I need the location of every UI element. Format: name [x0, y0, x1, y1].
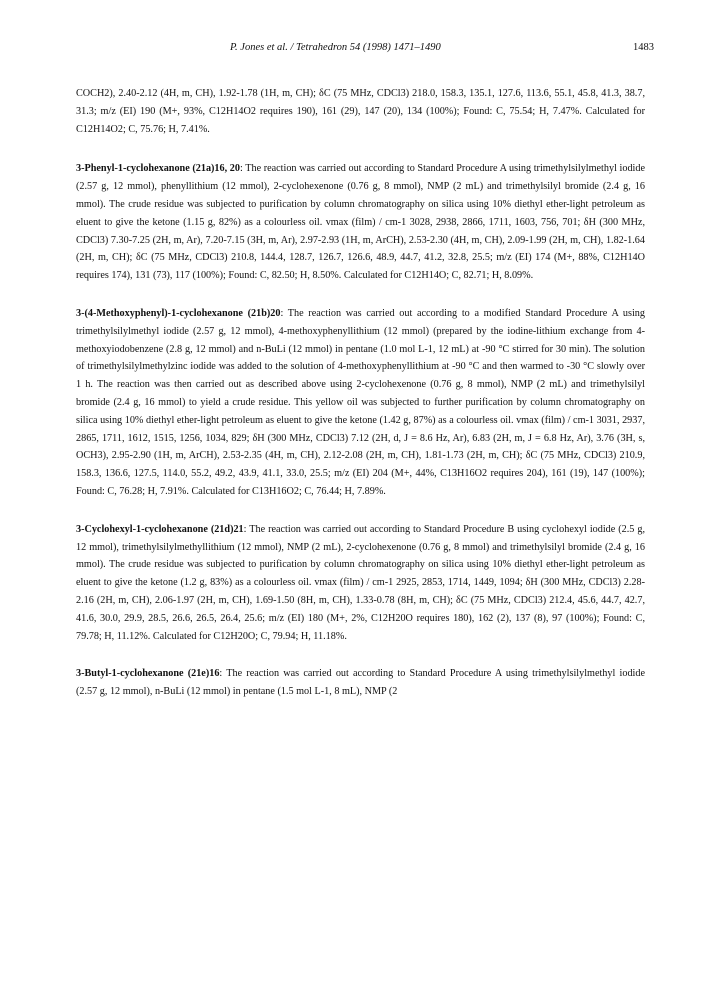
paragraph-text: : The reaction was carried out according to Standard Procedure A using trimethylsilylmethyl iodide (2.57 g, 12 mmol), n-BuLi (12 mmol) in pentane (1.5 mol L-1, 8 mL), NMP (2	[76, 668, 645, 698]
compound-title: 3-Phenyl-1-cyclohexanone (21a)16, 20	[76, 163, 240, 175]
paragraph-text: : The reaction was carried out according to a modified Standard Procedure A using trimethylsilylmethyl iodide (2.57 g, 12 mmol), 4-methoxyphenyllithium (12 mmol) (prepared by the iodine-lithium exchange from 4-methoxyiodobenzene (2.8 g, 12 mmol) and n-BuLi (12 mmol) in pentane (1.0 mol L-1, 12 mL) at -90 °C stirred for 30 min). The solution of trimethylsilylmethylzinc iodide was added to the solution of 4-methoxyphenyllithium at -90 °C and then warmed to -30 °C slowly over 1 h. The reaction was then carried out as described above using 2-cyclohexenone (0.76 g, 8 mmol), NMP (2 mL) and trimethylsilyl bromide (2.4 g, 16 mmol) to yield a crude residue. This yellow oil was subjected to further purification by column chromatography on silica using 10% diethyl ether-light petroleum as eluent to give the ketone (1.42 g, 87%) as a colourless oil. vmax (film) / cm-1 3031, 2937, 2865, 1711, 1612, 1515, 1256, 1034, 829; δH (300 MHz, CDCl3) 7.12 (2H, d, J = 8.6 Hz, Ar), 6.83 (2H, m, J = 6.8 Hz, Ar), 3.76 (3H, s, OCH3), 2.95-2.90 (1H, m, ArCH), 2.53-2.35 (4H, m, CH), 2.12-2.08 (2H, m, CH), 1.81-1.73 (2H, m, CH); δC (75 MHz, CDCl3) 210.9, 158.3, 136.6, 127.5, 114.0, 55.2, 49.2, 43.9, 41.1, 33.0, 25.5; m/z (EI) 204 (M+, 44%, C13H16O2 requires 204), 161 (19), 147 (100%); Found: C, 76.28; H, 7.91%. Calculated for C13H16O2; C, 76.44; H, 7.89%.	[76, 307, 645, 497]
running-head: P. Jones et al. / Tetrahedron 54 (1998) 1471–1490	[230, 42, 441, 53]
compound-title: 3-Cyclohexyl-1-cyclohexanone (21d)21	[76, 523, 244, 535]
paragraph-compound-21e	[76, 665, 645, 701]
paragraph-compound-21d	[76, 521, 645, 646]
article-body	[76, 85, 645, 721]
compound-title: 3-(4-Methoxyphenyl)-1-cyclohexanone (21b)20	[76, 307, 281, 319]
paragraph-text: : The reaction was carried out according to Standard Procedure A using trimethylsilylmethyl iodide (2.57 g, 12 mmol), phenyllithium (12 mmol), 2-cyclohexenone (0.76 g, 8 mmol), NMP (2 mL) and trimethylsilyl bromide (2.4 g, 16 mmol). The crude residue was subjected to purification by column chromatography on silica using 10% diethyl ether-light petroleum as eluent to give the ketone (1.15 g, 82%) as a colourless oil. vmax (film) / cm-1 3028, 2938, 2866, 1711, 1603, 756, 701; δH (300 MHz, CDCl3) 7.30-7.25 (2H, m, Ar), 7.20-7.15 (3H, m, Ar), 2.97-2.93 (1H, m, ArCH), 2.53-2.30 (4H, m, CH), 2.09-1.99 (2H, m, CH), 1.82-1.64 (2H, m, CH); δC (75 MHz, CDCl3) 210.8, 144.4, 128.7, 126.7, 126.6, 48.9, 44.7, 41.2, 32.8, 25.5; m/z (EI) 174 (M+, 88%, C12H14O requires 174), 131 (73), 117 (100%); Found: C, 82.50; H, 8.50%. Calculated for C12H14O; C, 82.71; H, 8.09%.	[76, 163, 645, 282]
paragraph-compound-21a	[76, 160, 645, 285]
compound-title: 3-Butyl-1-cyclohexanone (21e)16	[76, 668, 220, 680]
paragraph-compound-21b	[76, 305, 645, 501]
paragraph-text: COCH2), 2.40-2.12 (4H, m, CH), 1.92-1.78 (1H, m, CH); δC (75 MHz, CDCl3) 218.0, 158.3, 135.1, 127.6, 113.6, 55.1, 45.8, 41.3, 38.7, 31.3; m/z (EI) 190 (M+, 93%, C12H14O2 requires 190), 161 (29), 147 (20), 134 (100%); Found: C, 75.54; H, 7.47%. Calculated for C12H14O2; C, 75.76; H, 7.41%.	[76, 88, 645, 135]
page-header	[0, 42, 720, 58]
paragraph-continuation	[76, 85, 645, 138]
paragraph-text: : The reaction was carried out according to Standard Procedure B using cyclohexyl iodide (2.5 g, 12 mmol), trimethylsilylmethyllithium (12 mmol), NMP (2 mL), 2-cyclohexenone (0.76 g, 8 mmol) and trimethylsilyl bromide (2.4 g, 16 mmol). The crude residue was subjected to purification by column chromatography on silica using 10% diethyl ether-light petroleum as eluent to give the ketone (1.2 g, 83%) as a colourless oil. vmax (film) / cm-1 2925, 2853, 1714, 1449, 1094; δH (300 MHz, CDCl3) 2.28-2.16 (2H, m, CH), 2.06-1.97 (2H, m, CH), 1.69-1.50 (8H, m, CH), 1.33-0.78 (8H, m, CH); δC (75 MHz, CDCl3) 212.4, 45.6, 44.7, 42.7, 41.6, 30.0, 29.9, 28.5, 26.6, 26.5, 26.4, 25.6; m/z (EI) 180 (M+, 2%, C12H20O requires 180), 162 (2), 137 (8), 97 (100%); Found: C, 79.78; H, 11.12%. Calculated for C12H20O; C, 79.94; H, 11.18%.	[76, 523, 645, 642]
page-number: 1483	[633, 42, 654, 53]
